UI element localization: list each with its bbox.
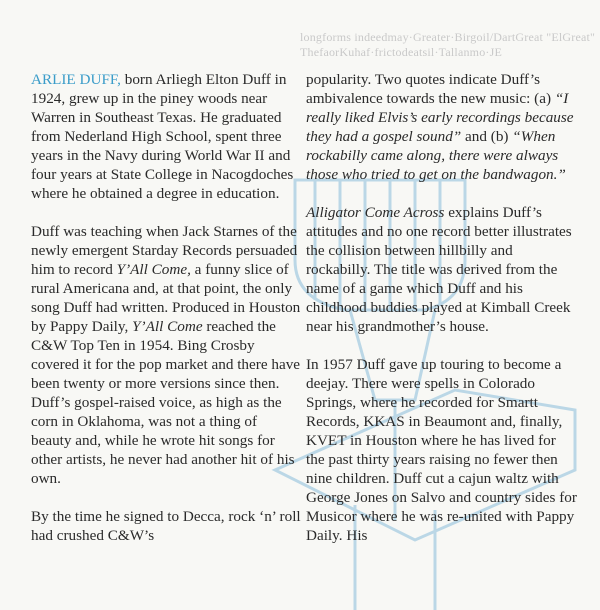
paragraph	[31, 70, 301, 203]
paragraph-text: reached the C&W Top Ten in 1954. Bing Crosby covered it for the pop market and there have been twenty or more versions since then. Duff’s gospel-raised voice, as high as the corn in Oklahoma, was not a thing of beauty and, while he wrote hit songs for other artists, he never had another hit of his own.	[31, 318, 301, 487]
text-column-right	[306, 70, 578, 564]
quote: “I really liked Elvis’s early recordings because they had a gospel sound”	[306, 90, 574, 145]
paragraph-text: popularity. Two quotes indicate Duff’s ambivalence towards the new music: (a)	[306, 71, 555, 107]
paragraph	[306, 70, 578, 184]
text-column-left	[31, 70, 301, 564]
paragraph	[31, 222, 301, 488]
song-title: Alligator Come Across	[306, 204, 445, 221]
paragraph-text: Duff was teaching when Jack Starnes of the newly emergent Starday Records persuaded him to record	[31, 223, 298, 278]
paragraph-text: and (b)	[461, 128, 513, 145]
lead-name: ARLIE DUFF,	[31, 71, 121, 88]
song-title: Y’All Come,	[116, 261, 191, 278]
paragraph-text: explains Duff’s attitudes and no one record better illustrates the collision between hillbilly and rockabilly. The title was derived from the name of a game which Duff and his childhood buddies played at Kimball Creek near his grandmother’s house.	[306, 204, 572, 335]
paragraph	[306, 203, 578, 336]
paragraph-text: a funny slice of rural Americana and, at that point, the only song Duff had written. Produced in Houston by Pappy Daily,	[31, 261, 301, 335]
song-title: Y’All Come	[132, 318, 203, 335]
paragraph	[31, 507, 301, 545]
quote: “When rockabilly came along, there were always those who tried to get on the bandwagon.”	[306, 128, 566, 183]
show-through-text: longforms indeedmay·Greater·Birgoil/DartGreat "ElGreat" ThefaorKuhaf·frictodeatsil·Tallanmo·JE	[300, 30, 596, 59]
paragraph-text: By the time he signed to Decca, rock ‘n’ roll had crushed C&W’s	[31, 508, 301, 544]
paragraph	[306, 355, 578, 545]
paragraph-text: In 1957 Duff gave up touring to become a deejay. There were spells in Colorado Springs, where he recorded for Smartt Records, KKAS in Beaumont and, finally, KVET in Houston where he has lived for the past thirty years raising no fewer then nine children. Duff cut a cajun waltz with George Jones on Salvo and country sides for Musicor where he was re-united with Pappy Daily. His	[306, 356, 577, 544]
paragraph-text: born Arliegh Elton Duff in 1924, grew up in the piney woods near Warren in Southeast Texas. He graduated from Nederland High School, spent three years in the Navy during World War II and four years at State College in Nacogdoches where he obtained a degree in education.	[31, 71, 294, 202]
